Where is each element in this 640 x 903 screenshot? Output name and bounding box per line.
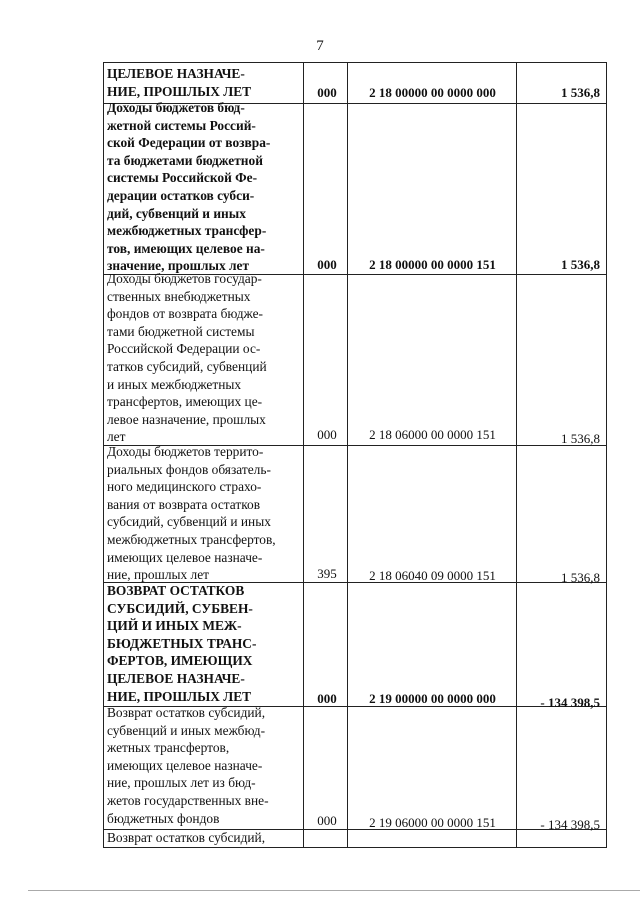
row-amount: - 134 398,5 — [540, 695, 600, 710]
row-classification-code: 2 18 06040 09 0000 151 — [369, 568, 496, 583]
row-classification-code: 2 18 00000 00 0000 151 — [369, 257, 496, 272]
row-description: Возврат остатков субсидий, — [107, 830, 266, 845]
row-admin-code: 395 — [317, 566, 337, 581]
row-description: ВОЗВРАТ ОСТАТКОВ СУБСИДИЙ, СУБВЕН- ЦИЙ И ИНЫХ МЕЖ- БЮДЖЕТНЫХ ТРАНС- ФЕРТОВ, ИМЕЮЩИХ ЦЕЛЕВОЕ НАЗНАЧЕ- НИЕ, ПРОШЛЫХ ЛЕТ — [107, 583, 257, 704]
row-description: Возврат остатков субсидий, субвенций и иных межбюд- жетных трансфертов, имеющих целевое назначе- ние, прошлых лет из бюд- жетов государственных вне- бюджетных фондов — [107, 705, 269, 826]
row-admin-code: 000 — [317, 257, 337, 272]
row-amount: 1 536,8 — [561, 431, 600, 446]
row-classification-code: 2 18 00000 00 0000 000 — [369, 85, 496, 100]
column-divider — [516, 63, 517, 847]
page-bottom-line — [28, 890, 640, 891]
page-number: 7 — [316, 38, 324, 54]
row-description: ЦЕЛЕВОЕ НАЗНАЧЕ- НИЕ, ПРОШЛЫХ ЛЕТ — [107, 66, 252, 99]
row-description: Доходы бюджетов государ- ственных внебюджетных фондов от возврата бюдже- тами бюджетной системы Российской Федерации ос- татков субсидий, субвенций и иных межбюджетных трансфертов, имеющих це- левое назначение, прошлых лет — [107, 271, 267, 445]
column-divider — [303, 63, 304, 847]
row-description: Доходы бюджетов бюд- жетной системы Россий- ской Федерации от возвра- та бюджетами бюджетной системы Российской Фе- дерации остатков субси- дий, субвенций и иных межбюджетных трансфер- тов, имеющих целевое на- значение, прошлых лет — [107, 100, 271, 274]
row-admin-code: 000 — [317, 813, 337, 828]
row-description: Доходы бюджетов террито- риальных фондов обязатель- ного медицинского страхо- вания от возврата остатков субсидий, субвенций и иных межбюджетных трансфертов, имеющих целевое назначе- ние, прошлых лет — [107, 444, 276, 583]
row-classification-code: 2 18 06000 00 0000 151 — [369, 427, 496, 442]
row-admin-code: 000 — [317, 85, 337, 100]
row-amount: 1 536,8 — [561, 257, 600, 272]
row-admin-code: 000 — [317, 691, 337, 706]
row-amount: 1 536,8 — [561, 570, 600, 585]
row-amount: 1 536,8 — [561, 85, 600, 100]
row-classification-code: 2 19 00000 00 0000 000 — [369, 691, 496, 706]
column-divider — [347, 63, 348, 847]
row-amount: - 134 398,5 — [540, 817, 600, 832]
budget-table — [103, 62, 607, 848]
row-classification-code: 2 19 06000 00 0000 151 — [369, 815, 496, 830]
row-admin-code: 000 — [317, 427, 337, 442]
